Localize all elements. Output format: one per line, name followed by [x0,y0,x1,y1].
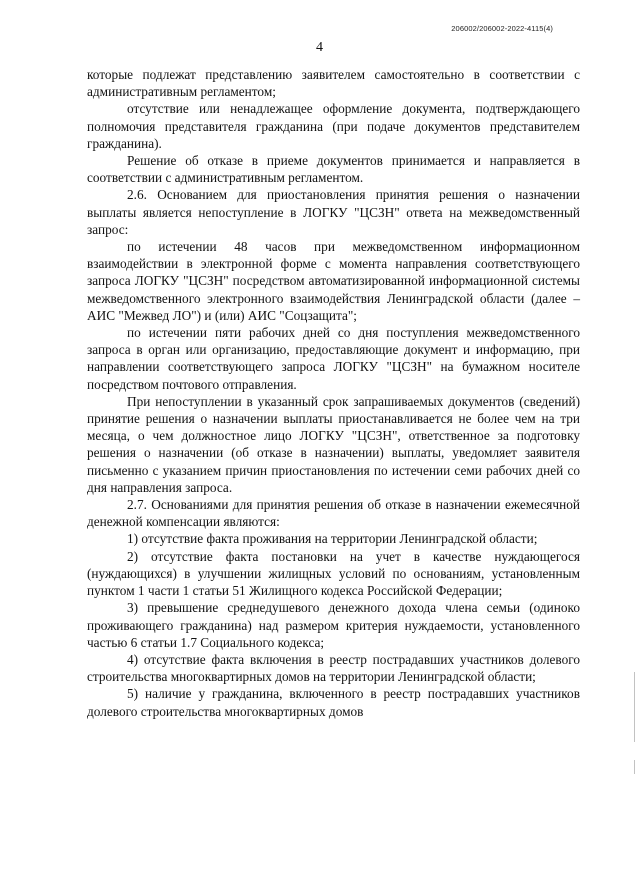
paragraph-section-2-7: 2.7. Основаниями для принятия решения об отказе в назначении ежемесячной денежной компенсации являются: [87,497,580,530]
list-item-3: 3) превышение среднедушевого денежного дохода члена семьи (одиноко проживающего гражданина) над размером критерия нуждаемости, установленного частью 6 статьи 1.7 Социального кодекса; [87,600,580,650]
list-item-5: 5) наличие у гражданина, включенного в реестр пострадавших участников долевого строительства многоквартирных домов [87,686,580,719]
list-item-2: 2) отсутствие факта постановки на учет в качестве нуждающегося (нуждающихся) в улучшении жилищных условий по основаниям, установленным пунктом 1 части 1 статьи 51 Жилищного кодекса Российской Федерации; [87,548,580,599]
paragraph: При непоступлении в указанный срок запрашиваемых документов (сведений) принятие решения о назначении выплаты приостанавливается не более чем на три месяца, о чем должностное лицо ЛОГКУ "ЦСЗН", ответственное за подготовку решения о назначении (об отказе в назначении) выплаты, уведомляет заявителя письменно с указанием причин приостановления по истечении семи рабочих дней со дня направления запроса. [87,393,580,495]
list-item-4: 4) отсутствие факта включения в реестр пострадавших участников долевого строительства многоквартирных домов на территории Ленинградской области; [87,651,580,685]
document-body [87,66,580,720]
paragraph: Решение об отказе в приеме документов принимается и направляется в соответствии с административным регламентом. [87,153,580,186]
document-registration-code: 206002/206002-2022-4115(4) [451,24,553,33]
paragraph-continuation: которые подлежат представлению заявителем самостоятельно в соответствии с административным регламентом; [87,67,580,100]
scan-artifact-line [634,760,635,774]
list-item-1: 1) отсутствие факта проживания на территории Ленинградской области; [127,531,538,547]
paragraph: по истечении 48 часов при межведомственном информационном взаимодействии в электронной форме с момента направления соответствующего запроса ЛОГКУ "ЦСЗН" посредством автоматизированной информационной системы межведомственного электронного взаимодействия Ленинградской области (далее – АИС "Межвед ЛО") и (или) АИС "Соцзащита"; [87,239,580,323]
page-number: 4 [316,40,323,55]
paragraph-section-2-6: 2.6. Основанием для приостановления принятия решения о назначении выплаты является непоступление в ЛОГКУ "ЦСЗН" ответа на межведомственный запрос: [87,187,580,237]
paragraph: отсутствие или ненадлежащее оформление документа, подтверждающего полномочия представителя гражданина (при подаче документов представителем гражданина). [87,101,580,151]
scan-artifact-line [634,672,635,742]
paragraph: по истечении пяти рабочих дней со дня поступления межведомственного запроса в орган или организацию, предоставляющие документ и информацию, при направлении соответствующего запроса ЛОГКУ "ЦСЗН" на бумажном носителе посредством почтового отправления. [87,325,580,392]
